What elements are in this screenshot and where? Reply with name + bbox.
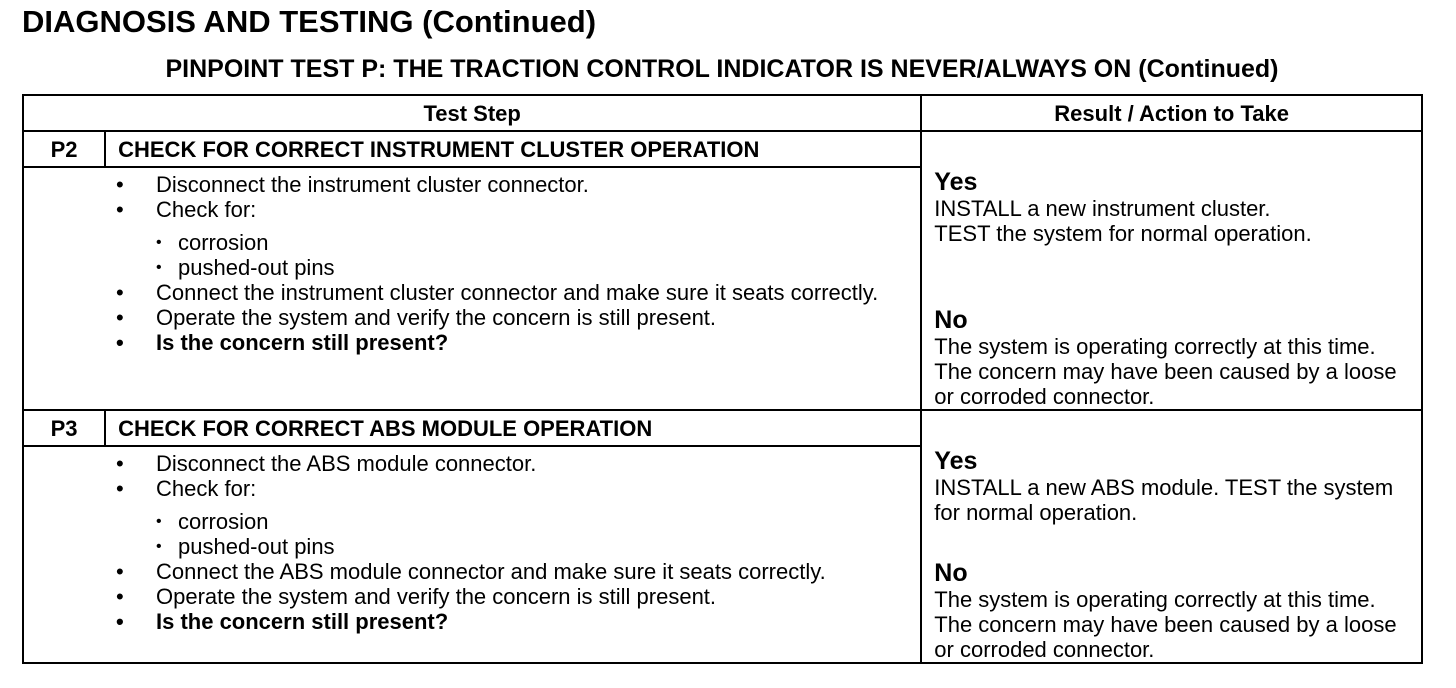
- list-item: • Connect the instrument cluster connector and make sure it seats correctly.: [116, 280, 920, 305]
- list-item-question: • Is the concern still present?: [116, 609, 920, 634]
- sub-bullets: [156, 509, 920, 559]
- table-header-row: [23, 95, 1422, 131]
- yes-action: INSTALL a new instrument cluster.: [934, 196, 1271, 221]
- list-item-question: • Is the concern still present?: [116, 330, 920, 355]
- step-heading-row: [23, 410, 1422, 446]
- list-item: • Operate the system and verify the concern is still present.: [116, 305, 920, 330]
- no-label: No: [934, 306, 968, 334]
- step-id: P3: [23, 410, 105, 446]
- page-title: DIAGNOSIS AND TESTING (Continued): [22, 4, 597, 39]
- no-action: The system is operating correctly at this time. The concern may have been caused by a loose or corroded connector.: [934, 334, 1397, 409]
- list-item: [116, 476, 920, 559]
- step-body: [23, 167, 921, 410]
- header-test-step: Test Step: [23, 95, 921, 131]
- list-item: [116, 197, 920, 280]
- sub-list-item: • pushed-out pins: [156, 534, 920, 559]
- no-label: No: [934, 559, 968, 587]
- test-title: PINPOINT TEST P: THE TRACTION CONTROL INDICATOR IS NEVER/ALWAYS ON (Continued): [165, 55, 1279, 83]
- step-heading-row: [23, 131, 1422, 167]
- yes-action: INSTALL a new ABS module. TEST the system for normal operation.: [934, 475, 1394, 525]
- sub-list-item: • corrosion: [156, 509, 920, 534]
- no-action: The system is operating correctly at this time. The concern may have been caused by a loose or corroded connector.: [934, 587, 1397, 662]
- sub-bullets: [156, 230, 920, 280]
- sub-list-item: • pushed-out pins: [156, 255, 920, 280]
- list-item: • Disconnect the ABS module connector.: [116, 451, 920, 476]
- step-heading: CHECK FOR CORRECT INSTRUMENT CLUSTER OPERATION: [105, 131, 921, 167]
- list-item: • Operate the system and verify the concern is still present.: [116, 584, 920, 609]
- step-body: [23, 446, 921, 663]
- list-item-text: Check for:: [156, 476, 257, 501]
- sub-list-item: • corrosion: [156, 230, 920, 255]
- list-item: • Disconnect the instrument cluster connector.: [116, 172, 920, 197]
- pinpoint-test-table: [22, 94, 1423, 664]
- list-item-text: Check for:: [156, 197, 257, 222]
- step-id: P2: [23, 131, 105, 167]
- yes-label: Yes: [934, 168, 978, 196]
- result-cell: [921, 131, 1422, 410]
- result-cell: [921, 410, 1422, 663]
- step-bullets: [116, 451, 920, 634]
- yes-action: TEST the system for normal operation.: [934, 221, 1312, 246]
- step-heading: CHECK FOR CORRECT ABS MODULE OPERATION: [105, 410, 921, 446]
- list-item: • Connect the ABS module connector and make sure it seats correctly.: [116, 559, 920, 584]
- yes-label: Yes: [934, 447, 978, 475]
- step-bullets: [116, 172, 920, 355]
- header-result: Result / Action to Take: [921, 95, 1422, 131]
